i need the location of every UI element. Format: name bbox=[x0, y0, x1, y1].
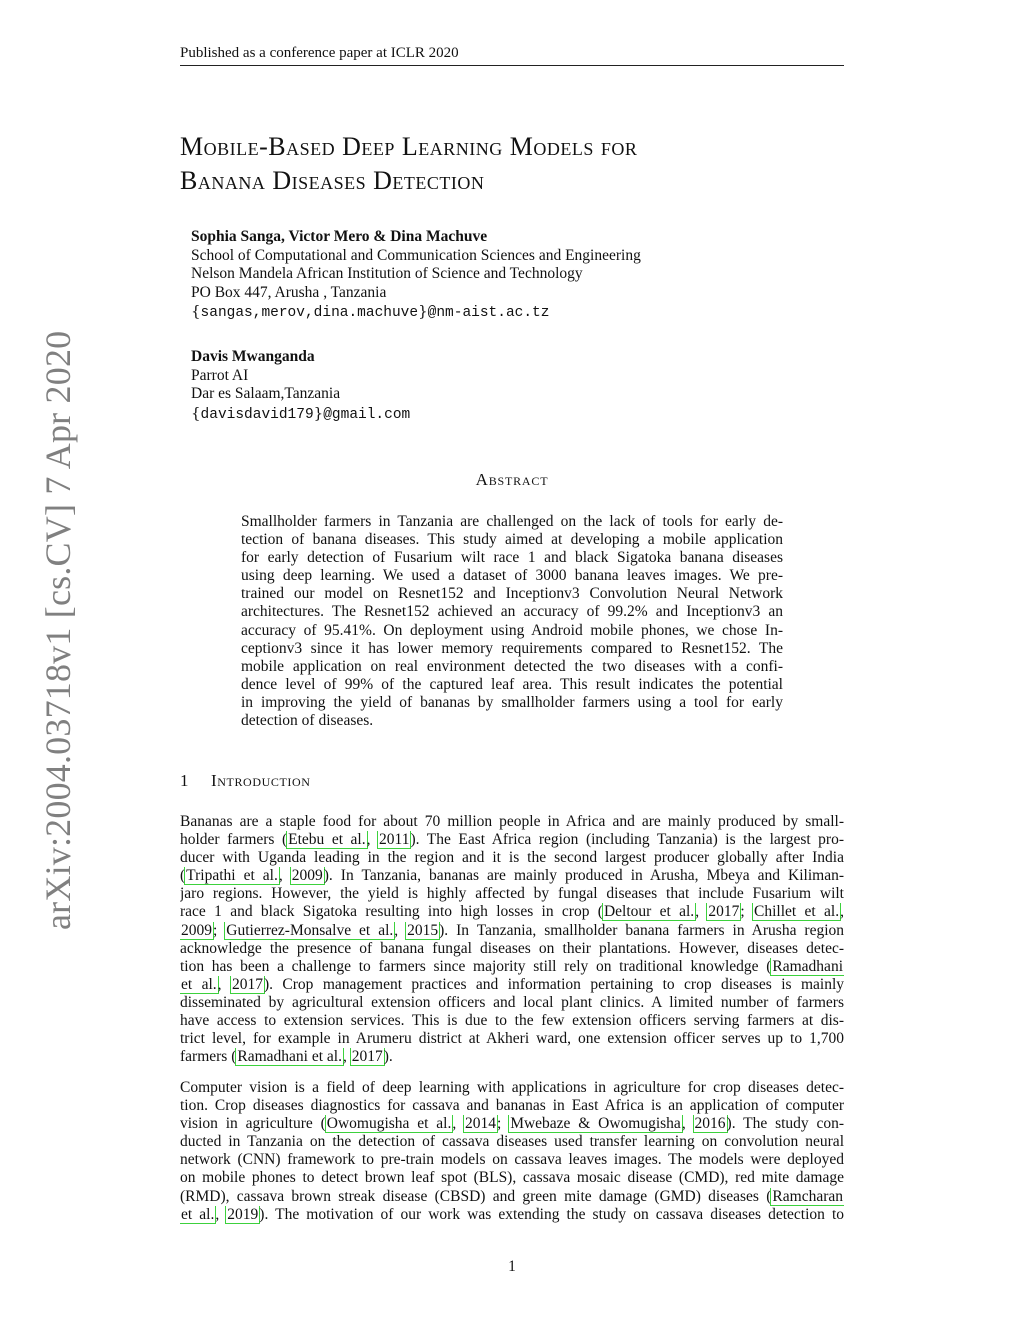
text-run: , bbox=[342, 1048, 351, 1066]
text-run: ( bbox=[180, 867, 186, 885]
text-line: ducer with Uganda leading in the region and it is the second largest producer globally after India bbox=[180, 849, 844, 867]
text-line: trict level, for example in Arumeru district at Akheri ward, one extension officer serves up to 1,700 bbox=[180, 1030, 844, 1048]
text-line bbox=[180, 976, 844, 994]
text-line bbox=[180, 1048, 844, 1066]
email-brace-open: { bbox=[191, 403, 201, 422]
abstract-line: trained our model on Resnet152 and Inceptionv3 Convolution Neural Network bbox=[241, 585, 783, 603]
text-line bbox=[180, 1115, 844, 1133]
text-run: ). Crop management practices and information pertaining to crop diseases is mainly bbox=[263, 975, 844, 993]
page-number: 1 bbox=[508, 1258, 516, 1275]
text-line bbox=[180, 903, 844, 921]
author-email[interactable] bbox=[191, 404, 831, 425]
text-run: , bbox=[278, 867, 291, 885]
text-line: jaro regions. However, the yield is highly affected by fungal diseases that include Fusarium wilt bbox=[180, 885, 844, 903]
citation-link[interactable]: et al. bbox=[181, 975, 217, 993]
text-run: ). In Tanzania, smallholder banana farmers in Arusha region bbox=[439, 921, 844, 939]
affiliation-line: Parrot AI bbox=[191, 366, 249, 384]
text-line bbox=[180, 1206, 844, 1224]
title-line-2: Banana Diseases Detection bbox=[180, 166, 485, 195]
citation-link[interactable]: Etebu et al. bbox=[288, 831, 366, 849]
text-line: tion. Crop diseases diagnostics for cassava and bananas in East Africa is an application of computer bbox=[180, 1097, 844, 1115]
citation-link[interactable]: 2015 bbox=[407, 921, 439, 939]
citation-link[interactable]: Owomugisha et al. bbox=[326, 1115, 452, 1133]
citation-link[interactable]: 2019 bbox=[227, 1205, 259, 1223]
affiliation-line: School of Computational and Communication Sciences and Engineering bbox=[191, 246, 641, 264]
abstract-line: dence level of 99% of the captured leaf area. This result indicates the potential bbox=[241, 675, 783, 693]
citation-link[interactable]: Mwebaze & Owomugisha bbox=[510, 1115, 681, 1133]
arxiv-identifier[interactable]: arXiv:2004.03718v1 [cs.CV] 7 Apr 2020 bbox=[38, 330, 78, 930]
text-run: ; bbox=[497, 1115, 510, 1133]
text-line: ducted in Tanzania on the detection of cassava diseases used transfer learning on convolution neural bbox=[180, 1133, 844, 1151]
text-run: race 1 and black Sigatoka resulting into high losses in crop ( bbox=[180, 903, 603, 921]
text-run: ). The motivation of our work was extending the study on cassava diseases detection to bbox=[259, 1205, 844, 1223]
email-users: davisdavid179 bbox=[200, 406, 314, 423]
paper-title bbox=[180, 130, 844, 198]
citation-link[interactable]: Chillet et al. bbox=[754, 903, 840, 921]
citation-link[interactable]: 2016 bbox=[694, 1115, 726, 1133]
text-run: , bbox=[366, 831, 379, 849]
text-run: ). The East Africa region (including Tanzania) is the largest pro- bbox=[410, 831, 844, 849]
running-head: Published as a conference paper at ICLR 2020 bbox=[180, 44, 844, 66]
abstract-line: accuracy of 95.41%. On deployment using Android mobile phones, we chose In- bbox=[241, 621, 783, 639]
abstract-line: detection of diseases. bbox=[241, 712, 374, 730]
affiliation-line: PO Box 447, Arusha , Tanzania bbox=[191, 283, 387, 301]
citation-link[interactable]: 2014 bbox=[465, 1115, 497, 1133]
citation-link[interactable]: 2009 bbox=[181, 921, 212, 939]
citation-link[interactable]: Ramadhani et al. bbox=[237, 1048, 342, 1066]
text-run: , bbox=[840, 903, 844, 921]
abstract-line: for early detection of Fusarium wilt race 1 and black Sigatoka banana diseases bbox=[241, 549, 783, 567]
citation-link[interactable]: 2017 bbox=[708, 903, 740, 921]
intro-paragraph-1 bbox=[180, 813, 844, 1066]
author-names: Davis Mwanganda bbox=[191, 348, 315, 365]
text-run: , bbox=[681, 1115, 694, 1133]
text-run: (RMD), cassava brown streak disease (CBSD) and green mite damage (GMD) diseases ( bbox=[180, 1187, 772, 1205]
author-block-1 bbox=[191, 228, 831, 323]
citation-link[interactable]: Deltour et al. bbox=[603, 903, 695, 921]
text-run: vision in agriculture ( bbox=[180, 1115, 326, 1133]
intro-paragraph-2 bbox=[180, 1079, 844, 1224]
text-line: network (CNN) framework to pre-train models on cassava leaves images. The models were deployed bbox=[180, 1151, 844, 1169]
text-run: ). bbox=[383, 1048, 393, 1066]
abstract-body bbox=[241, 513, 783, 730]
section-title: Introduction bbox=[211, 771, 311, 790]
abstract-heading: Abstract bbox=[475, 470, 549, 489]
abstract-line: in improving the yield of bananas by smallholder farmers using a tool for early bbox=[241, 693, 783, 711]
text-run: ; bbox=[213, 921, 226, 939]
abstract-line: mobile application on real environment detected the two diseases with a confi- bbox=[241, 657, 783, 675]
citation-link[interactable]: Ramadhani bbox=[772, 957, 843, 975]
author-email[interactable] bbox=[191, 302, 831, 323]
abstract-line: architectures. The Resnet152 achieved an accuracy of 99.2% and Inceptionv3 an bbox=[241, 603, 783, 621]
email-brace-open: { bbox=[191, 302, 201, 321]
text-run: , bbox=[695, 903, 708, 921]
text-line: on mobile phones to detect brown leaf spot (BLS), cassava mosaic disease (CMD), red mite damage bbox=[180, 1169, 844, 1187]
citation-link[interactable]: 2017 bbox=[351, 1048, 383, 1066]
abstract-line: ceptionv3 since it has lower memory requirements compared to Resnet152. The bbox=[241, 639, 783, 657]
text-run: ). The study con- bbox=[726, 1115, 844, 1133]
text-run: farmers ( bbox=[180, 1048, 237, 1066]
abstract-line: using deep learning. We used a dataset of 3000 banana leaves images. We pre- bbox=[241, 567, 783, 585]
text-line bbox=[180, 1188, 844, 1206]
text-run: ; bbox=[740, 903, 754, 921]
section-heading-introduction bbox=[180, 771, 844, 791]
text-line: Bananas are a staple food for about 70 million people in Africa and are mainly produced by small- bbox=[180, 813, 844, 830]
text-run: ). In Tanzania, bananas are mainly produced in Arusha, Mbeya and Kiliman- bbox=[323, 867, 844, 885]
author-block-2 bbox=[191, 348, 831, 424]
title-line-1: Mobile-Based Deep Learning Models for bbox=[180, 132, 638, 161]
text-line: acknowledge the presence of banana fungal diseases on their plantations. However, diseases detec- bbox=[180, 939, 844, 957]
affiliation-line: Dar es Salaam,Tanzania bbox=[191, 385, 341, 403]
citation-link[interactable]: Gutierrez-Monsalve et al. bbox=[226, 921, 394, 939]
text-line bbox=[180, 958, 844, 976]
text-line: Computer vision is a field of deep learning with applications in agriculture for crop diseases detec- bbox=[180, 1079, 844, 1096]
text-line: disseminated by agricultural extension officers and local plant clinics. A limited number of farmers bbox=[180, 993, 844, 1011]
citation-link[interactable]: 2009 bbox=[291, 867, 323, 885]
citation-link[interactable]: 2011 bbox=[379, 831, 410, 849]
text-run: , bbox=[452, 1115, 465, 1133]
text-line bbox=[180, 922, 844, 940]
text-line bbox=[180, 867, 844, 885]
text-run: , bbox=[215, 1205, 227, 1223]
email-users: sangas,merov,dina.machuve bbox=[200, 305, 419, 322]
citation-link[interactable]: Ramcharan bbox=[772, 1187, 843, 1205]
email-domain: @gmail.com bbox=[323, 406, 411, 423]
citation-link[interactable]: 2017 bbox=[231, 975, 263, 993]
citation-link[interactable]: Tripathi et al. bbox=[186, 867, 278, 885]
abstract-line: Smallholder farmers in Tanzania are challenged on the lack of tools for early de- bbox=[241, 513, 783, 530]
section-number: 1 bbox=[180, 771, 190, 790]
text-line bbox=[180, 831, 844, 849]
text-run: , bbox=[217, 975, 231, 993]
email-brace-close: } bbox=[418, 302, 428, 321]
email-brace-close: } bbox=[313, 403, 324, 422]
citation-link[interactable]: et al. bbox=[181, 1205, 215, 1223]
text-run: holder farmers ( bbox=[180, 831, 288, 849]
text-run: , bbox=[394, 921, 407, 939]
author-names: Sophia Sanga, Victor Mero & Dina Machuve bbox=[191, 228, 488, 245]
text-run: tion has been a challenge to farmers since majority still rely on traditional knowledge ( bbox=[180, 957, 772, 975]
abstract-line: tection of banana diseases. This study aimed at developing a mobile application bbox=[241, 531, 783, 549]
text-line: have access to extension services. This is due to the few extension officers serving farmers at dis- bbox=[180, 1012, 844, 1030]
email-domain: @nm-aist.ac.tz bbox=[427, 305, 550, 322]
affiliation-line: Nelson Mandela African Institution of Science and Technology bbox=[191, 265, 583, 283]
